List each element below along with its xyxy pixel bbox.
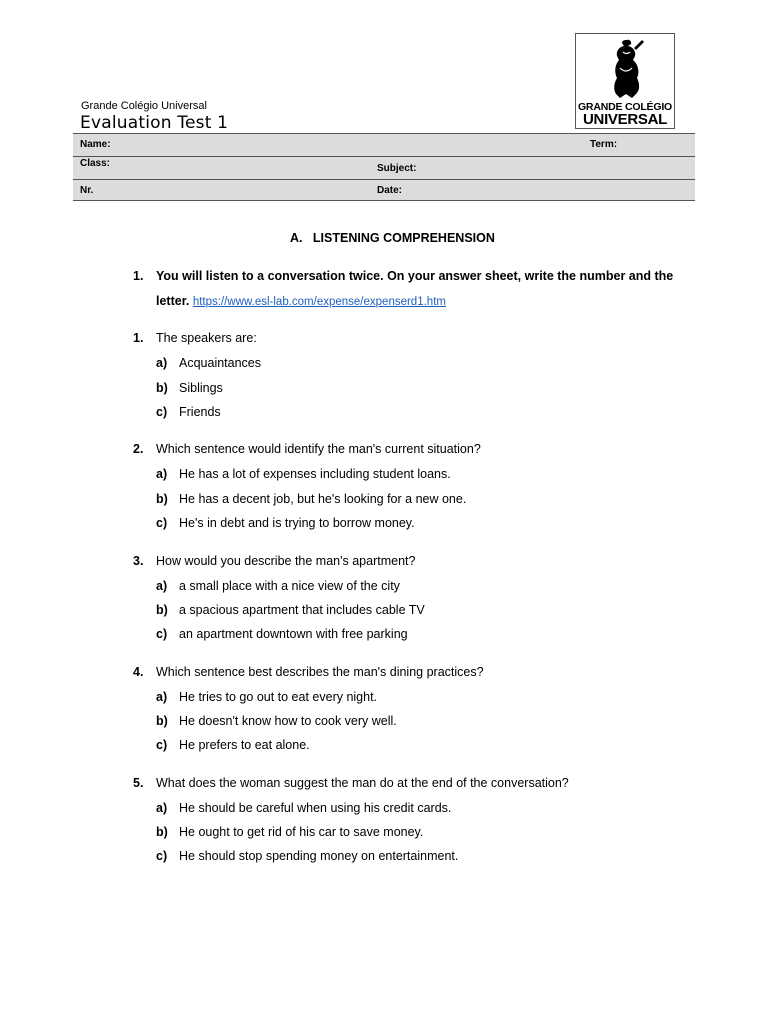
option-text: He should be careful when using his credit cards. <box>179 801 452 815</box>
option-letter: b) <box>156 603 168 617</box>
question-text: What does the woman suggest the man do at the end of the conversation? <box>156 776 569 790</box>
option-letter: a) <box>156 579 168 593</box>
section-letter: A. <box>290 231 303 245</box>
section-title: LISTENING COMPREHENSION <box>312 231 495 245</box>
option-text: He has a lot of expenses including student loans. <box>179 467 451 481</box>
option-text: an apartment downtown with free parking <box>179 627 408 641</box>
option-letter: a) <box>156 356 168 370</box>
option-letter: a) <box>156 467 168 481</box>
option-text: Friends <box>179 405 221 419</box>
question-number: 4. <box>133 665 144 679</box>
option-text: a spacious apartment that includes cable TV <box>179 603 425 617</box>
instruction-text: You will listen to a conversation twice. On your answer sheet, write the number and the letter. <box>156 269 674 308</box>
option-letter: c) <box>156 738 168 752</box>
option-letter: b) <box>156 714 168 728</box>
question-number: 5. <box>133 776 144 790</box>
test-title: Evaluation Test 1 <box>80 113 229 133</box>
option-letter: c) <box>156 849 168 863</box>
form-row-name <box>73 133 695 156</box>
option-text: He doesn't know how to cook very well. <box>179 714 397 728</box>
option-letter: a) <box>156 690 168 704</box>
option-text: Acquaintances <box>179 356 262 370</box>
option-text: He prefers to eat alone. <box>179 738 310 752</box>
option-letter: a) <box>156 801 168 815</box>
option-letter: b) <box>156 381 168 395</box>
option-letter: c) <box>156 405 168 419</box>
mascot-logo-icon <box>606 38 646 100</box>
instruction-number: 1. <box>133 269 144 283</box>
question-number: 1. <box>133 331 144 345</box>
option-text: He has a decent job, but he's looking for a new one. <box>179 492 467 506</box>
form-row-class <box>73 156 695 179</box>
question-number: 2. <box>133 442 144 456</box>
date-label: Date: <box>377 185 403 196</box>
question-number: 3. <box>133 554 144 568</box>
option-text: He's in debt and is trying to borrow money. <box>179 516 415 530</box>
question-text: Which sentence would identify the man's current situation? <box>156 442 481 456</box>
option-letter: b) <box>156 492 168 506</box>
school-name: Grande Colégio Universal <box>81 100 207 112</box>
option-letter: b) <box>156 825 168 839</box>
logo-line1: GRANDE COLÉGIO <box>577 101 673 113</box>
option-text: He ought to get rid of his car to save money. <box>179 825 424 839</box>
form-row-nr <box>73 179 695 201</box>
option-text: Siblings <box>179 381 223 395</box>
subject-label: Subject: <box>377 163 417 174</box>
option-letter: c) <box>156 516 168 530</box>
option-text: He should stop spending money on entertainment. <box>179 849 459 863</box>
exercise-link[interactable]: https://www.esl-lab.com/expense/expenserd1.htm <box>192 296 446 308</box>
option-text: He tries to go out to eat every night. <box>179 690 378 704</box>
section-heading <box>290 231 495 245</box>
question-text: The speakers are: <box>156 331 257 345</box>
option-letter: c) <box>156 627 168 641</box>
student-info-form <box>73 133 695 201</box>
school-logo <box>575 33 675 129</box>
question-text: Which sentence best describes the man's dining practices? <box>156 665 484 679</box>
option-text: a small place with a nice view of the city <box>179 579 400 593</box>
nr-label: Nr. <box>80 185 94 196</box>
name-label: Name: <box>80 139 111 150</box>
question-text: How would you describe the man's apartment? <box>156 554 416 568</box>
logo-line2: UNIVERSAL <box>583 111 667 128</box>
term-label: Term: <box>590 139 618 150</box>
class-label: Class: <box>80 158 111 169</box>
